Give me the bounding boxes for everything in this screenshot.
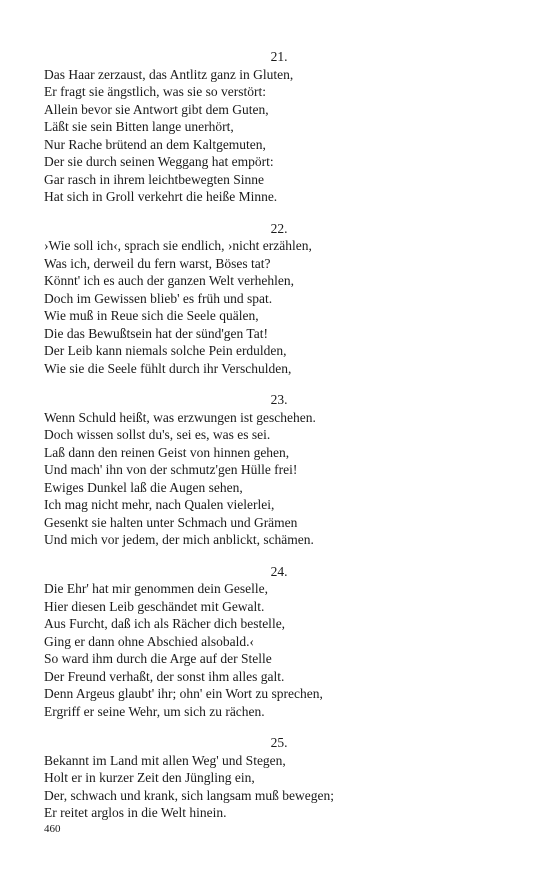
verse-line: Bekannt im Land mit allen Weg' und Stegen, (44, 752, 286, 768)
verse-line: Holt er in kurzer Zeit den Jüngling ein, (44, 770, 255, 785)
stanza-25 (44, 734, 514, 822)
verse-line: Ergriff er seine Wehr, um sich zu rächen. (44, 703, 265, 719)
verse-line: Wenn Schuld heißt, was erzwungen ist geschehen. (44, 409, 316, 425)
verse-line: Gesenkt sie halten unter Schmach und Grämen (44, 514, 298, 530)
verse-line: Könnt' ich es auch der ganzen Welt verhehlen, (44, 273, 295, 288)
stanza-number: 22. (270, 220, 288, 236)
verse-line: Ewiges Dunkel laß die Augen sehen, (44, 479, 243, 495)
verse-line: Er reitet arglos in die Welt hinein. (44, 805, 227, 820)
stanza-22 (44, 220, 514, 378)
stanza-21 (44, 48, 514, 206)
verse-line: Der Freund verhaßt, der sonst ihm alles galt. (44, 668, 285, 684)
verse-line: Gar rasch in ihrem leichtbewegten Sinne (44, 171, 265, 187)
verse-line: Wie muß in Reue sich die Seele quälen, (44, 308, 259, 323)
verse-line: Und mich vor jedem, der mich anblickt, schämen. (44, 532, 314, 547)
verse-line: Allein bevor sie Antwort gibt dem Guten, (44, 101, 269, 117)
verse-line: Ich mag nicht mehr, nach Qualen vielerlei, (44, 497, 275, 512)
verse-line: Das Haar zerzaust, das Antlitz ganz in Gluten, (44, 66, 294, 82)
poem-text (44, 48, 514, 836)
page-number: 460 (44, 823, 61, 835)
stanza-23 (44, 391, 514, 549)
verse-line: Und mach' ihn von der schmutz'gen Hülle frei! (44, 462, 298, 477)
verse-line: Er fragt sie ängstlich, was sie so verstört: (44, 84, 266, 99)
stanza-number: 21. (270, 49, 288, 64)
verse-line: Hier diesen Leib geschändet mit Gewalt. (44, 598, 265, 614)
verse-line: Doch wissen sollst du's, sei es, was es sei. (44, 427, 271, 442)
verse-line: Wie sie die Seele fühlt durch ihr Verschulden, (44, 360, 292, 376)
verse-line: Laß dann den reinen Geist von hinnen gehen, (44, 444, 290, 460)
verse-line: ›Wie soll ich‹, sprach sie endlich, ›nicht erzählen, (44, 238, 312, 253)
verse-line: Nur Rache brütend an dem Kaltgemuten, (44, 136, 266, 152)
stanza-number: 25. (270, 735, 288, 750)
verse-line: Was ich, derweil du fern warst, Böses tat? (44, 255, 271, 271)
verse-line: Hat sich in Groll verkehrt die heiße Minne. (44, 189, 278, 204)
verse-line: So ward ihm durch die Arge auf der Stelle (44, 651, 272, 666)
verse-line: Der sie durch seinen Weggang hat empört: (44, 154, 274, 169)
verse-line: Der Leib kann niemals solche Pein erdulden, (44, 343, 287, 358)
stanza-24 (44, 563, 514, 721)
verse-line: Läßt sie sein Bitten lange unerhört, (44, 119, 234, 134)
verse-line: Die Ehr' hat mir genommen dein Geselle, (44, 581, 268, 596)
verse-line: Die das Bewußtsein hat der sünd'gen Tat! (44, 325, 268, 341)
stanza-number: 23. (270, 392, 288, 407)
verse-line: Denn Argeus glaubt' ihr; ohn' ein Wort zu sprechen, (44, 686, 323, 701)
verse-line: Aus Furcht, daß ich als Rächer dich bestelle, (44, 616, 286, 631)
verse-line: Der, schwach und krank, sich langsam muß bewegen; (44, 787, 334, 803)
stanza-number: 24. (270, 563, 288, 579)
verse-line: Doch im Gewissen blieb' es früh und spat. (44, 290, 273, 306)
verse-line: Ging er dann ohne Abschied alsobald.‹ (44, 633, 254, 649)
